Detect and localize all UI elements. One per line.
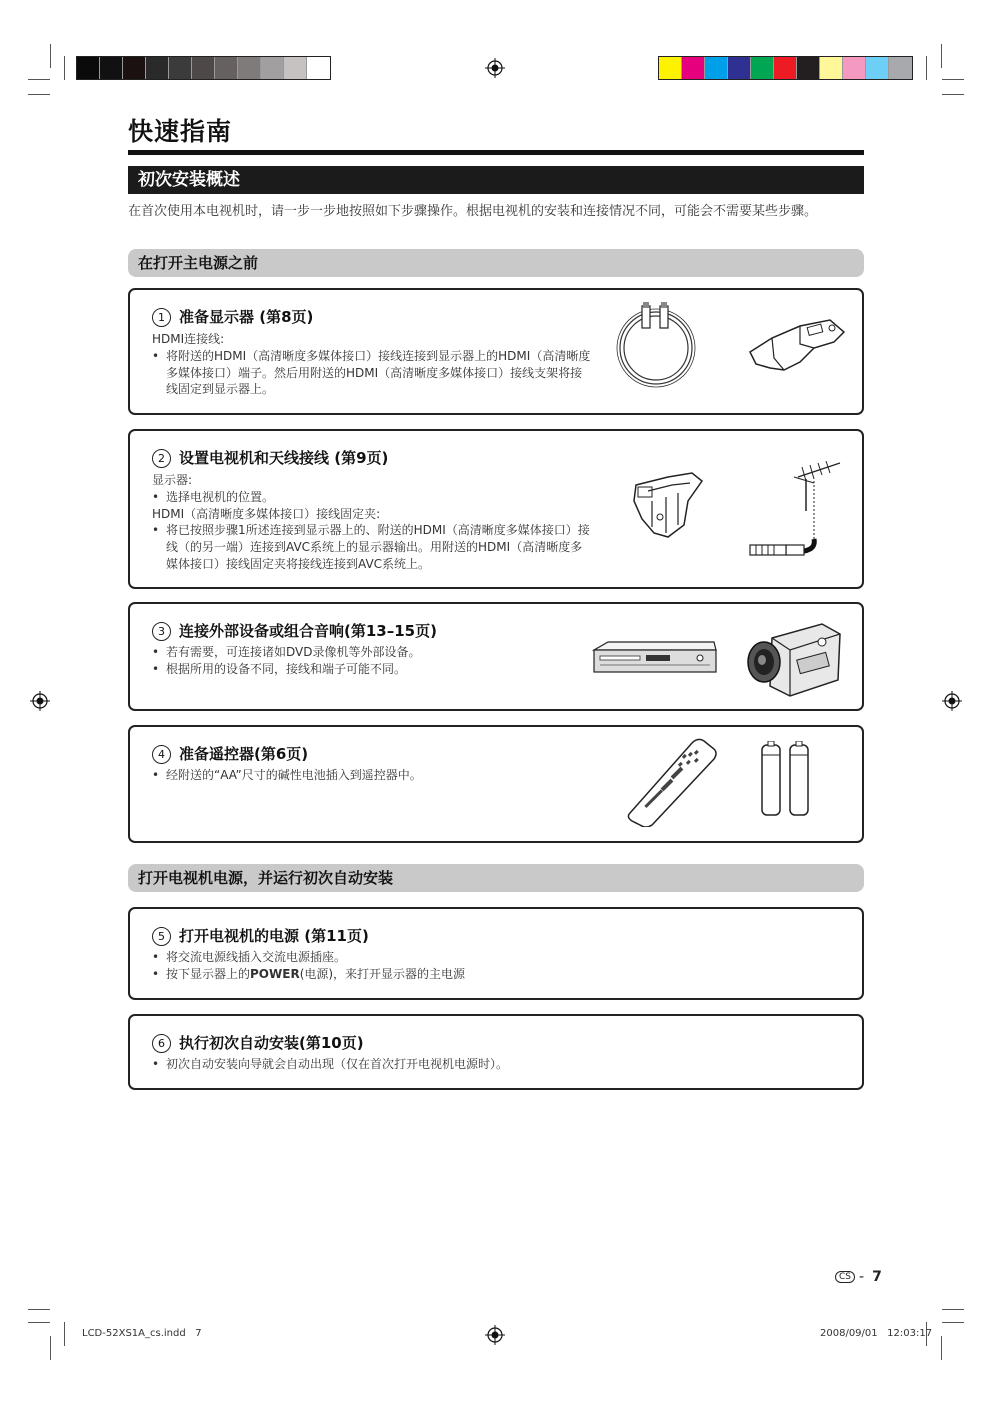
crop-mark [942, 94, 964, 95]
crop-mark [941, 1336, 942, 1360]
step-title: 打开电视机的电源 (第11页) [179, 927, 369, 945]
step-body [152, 472, 592, 573]
color-swatch [146, 57, 169, 79]
color-swatch [774, 57, 797, 79]
step-bullet: • 选择电视机的位置。 [152, 489, 592, 506]
color-swatch [659, 57, 682, 79]
step-number: 4 [152, 745, 171, 764]
color-swatch [797, 57, 820, 79]
crop-mark [942, 1309, 964, 1310]
color-swatch [705, 57, 728, 79]
color-swatch [728, 57, 751, 79]
step-bullet: • 初次自动安装向导就会自动出现（仅在首次打开电视机电源时）。 [152, 1056, 592, 1073]
step-bullet: • 将已按照步骤1所述连接到显示器上的、附送的HDMI（高清晰度多媒体接口）接线（的另一端）连接到AVC系统上的显示器输出。用附送的HDMI（高清晰度多媒体接口）接线固定夹将接线连接到AVC系统上。 [152, 522, 592, 572]
step-heading [152, 620, 437, 641]
registration-mark-icon [485, 1325, 505, 1345]
page-number-sep: - [859, 1269, 865, 1285]
bullet-prefix: 按下显示器上的 [166, 966, 251, 981]
step-title: 设置电视机和天线接线 (第9页) [179, 449, 389, 467]
step-title: 执行初次自动安装(第10页) [179, 1034, 364, 1052]
step-bullet: • 将附送的HDMI（高清晰度多媒体接口）接线连接到显示器上的HDMI（高清晰度多媒体接口）端子。然后用附送的HDMI（高清晰度多媒体接口）接线支架将接线固定到显示器上。 [152, 348, 592, 398]
page-number-value: 7 [872, 1269, 882, 1285]
step-number: 5 [152, 927, 171, 946]
color-swatch [77, 57, 100, 79]
power-button-label: POWER [250, 966, 300, 981]
step-number: 6 [152, 1034, 171, 1053]
color-swatch [169, 57, 192, 79]
section-title: 初次安装概述 [128, 166, 864, 194]
color-swatch [889, 57, 912, 79]
color-swatch [100, 57, 123, 79]
crop-mark [926, 56, 927, 80]
page-title: 快速指南 [128, 117, 233, 146]
step-number: 1 [152, 308, 171, 327]
step-body [152, 767, 592, 784]
title-rule [128, 150, 864, 155]
color-swatch [820, 57, 843, 79]
step-number: 2 [152, 449, 171, 468]
color-swatch [192, 57, 215, 79]
crop-mark [941, 44, 942, 68]
step-label: HDMI（高清晰度多媒体接口）接线固定夹: [152, 506, 381, 521]
step-box-5 [128, 907, 864, 1000]
dvd-recorder-icon [590, 638, 720, 678]
step-heading [152, 925, 369, 946]
step-heading [152, 306, 313, 327]
crop-mark [64, 1322, 65, 1346]
page-number [835, 1269, 882, 1285]
step-box-4 [128, 725, 864, 843]
step-body [152, 1056, 592, 1073]
color-swatch [751, 57, 774, 79]
step-body [152, 644, 592, 678]
crop-mark [50, 44, 51, 68]
language-badge: CS [835, 1271, 855, 1283]
color-bar-process [658, 56, 913, 80]
color-swatch [261, 57, 284, 79]
crop-mark [28, 1322, 50, 1323]
color-swatch [682, 57, 705, 79]
step-box-6 [128, 1014, 864, 1090]
step-label: 显示器: [152, 473, 193, 487]
step-box-3 [128, 602, 864, 711]
color-swatch [284, 57, 307, 79]
crop-mark [28, 1309, 50, 1310]
camcorder-icon [744, 616, 844, 702]
crop-mark [64, 56, 65, 80]
color-swatch [238, 57, 261, 79]
crop-mark [942, 79, 964, 80]
step-body [152, 331, 592, 398]
step-bullet: • 若有需要，可连接诸如DVD录像机等外部设备。 [152, 644, 592, 661]
step-bullet: • 经附送的“AA”尺寸的碱性电池插入到遥控器中。 [152, 767, 592, 784]
footer-filename: LCD-52XS1A_cs.indd 7 [82, 1328, 202, 1339]
step-bullet [152, 966, 592, 983]
intro-text: 在首次使用本电视机时，请一步一步地按照如下步骤操作。根据电视机的安装和连接情况不同，可能会不需要某些步骤。 [128, 204, 818, 219]
crop-mark [28, 79, 50, 80]
step-heading [152, 1032, 364, 1053]
registration-mark-icon [942, 691, 962, 711]
hdmi-cable-icon [612, 302, 700, 390]
color-swatch [215, 57, 238, 79]
step-box-2 [128, 429, 864, 589]
step-box-1 [128, 288, 864, 415]
crop-mark [50, 1336, 51, 1360]
cable-holder-icon [744, 312, 848, 382]
group-title-before-power: 在打开主电源之前 [128, 249, 864, 277]
registration-mark-icon [30, 691, 50, 711]
step-heading [152, 743, 308, 764]
step-title: 准备显示器 (第8页) [179, 308, 314, 326]
step-heading [152, 447, 388, 468]
color-bar-grayscale [76, 56, 331, 80]
crop-mark [942, 1322, 964, 1323]
step-title: 连接外部设备或组合音响(第13–15页) [179, 622, 437, 640]
step-number: 3 [152, 622, 171, 641]
step-bullet: • 将交流电源线插入交流电源插座。 [152, 949, 592, 966]
step-body [152, 949, 592, 983]
aa-batteries-icon [758, 741, 814, 819]
step-label: HDMI连接线: [152, 332, 225, 346]
remote-control-icon [624, 735, 720, 827]
color-swatch [866, 57, 889, 79]
color-swatch [307, 57, 330, 79]
step-title: 准备遥控器(第6页) [179, 745, 309, 763]
crop-mark [28, 94, 50, 95]
hdmi-clamp-icon [628, 471, 708, 543]
bullet-suffix: (电源)，来打开显示器的主电源 [299, 966, 466, 981]
step-bullet: • 根据所用的设备不同，接线和端子可能不同。 [152, 661, 592, 678]
registration-mark-icon [485, 58, 505, 78]
color-swatch [123, 57, 146, 79]
group-title-power-on: 打开电视机电源，并运行初次自动安装 [128, 864, 864, 892]
color-swatch [843, 57, 866, 79]
footer-timestamp: 2008/09/01 12:03:17 [820, 1328, 933, 1339]
antenna-icon [742, 461, 846, 561]
